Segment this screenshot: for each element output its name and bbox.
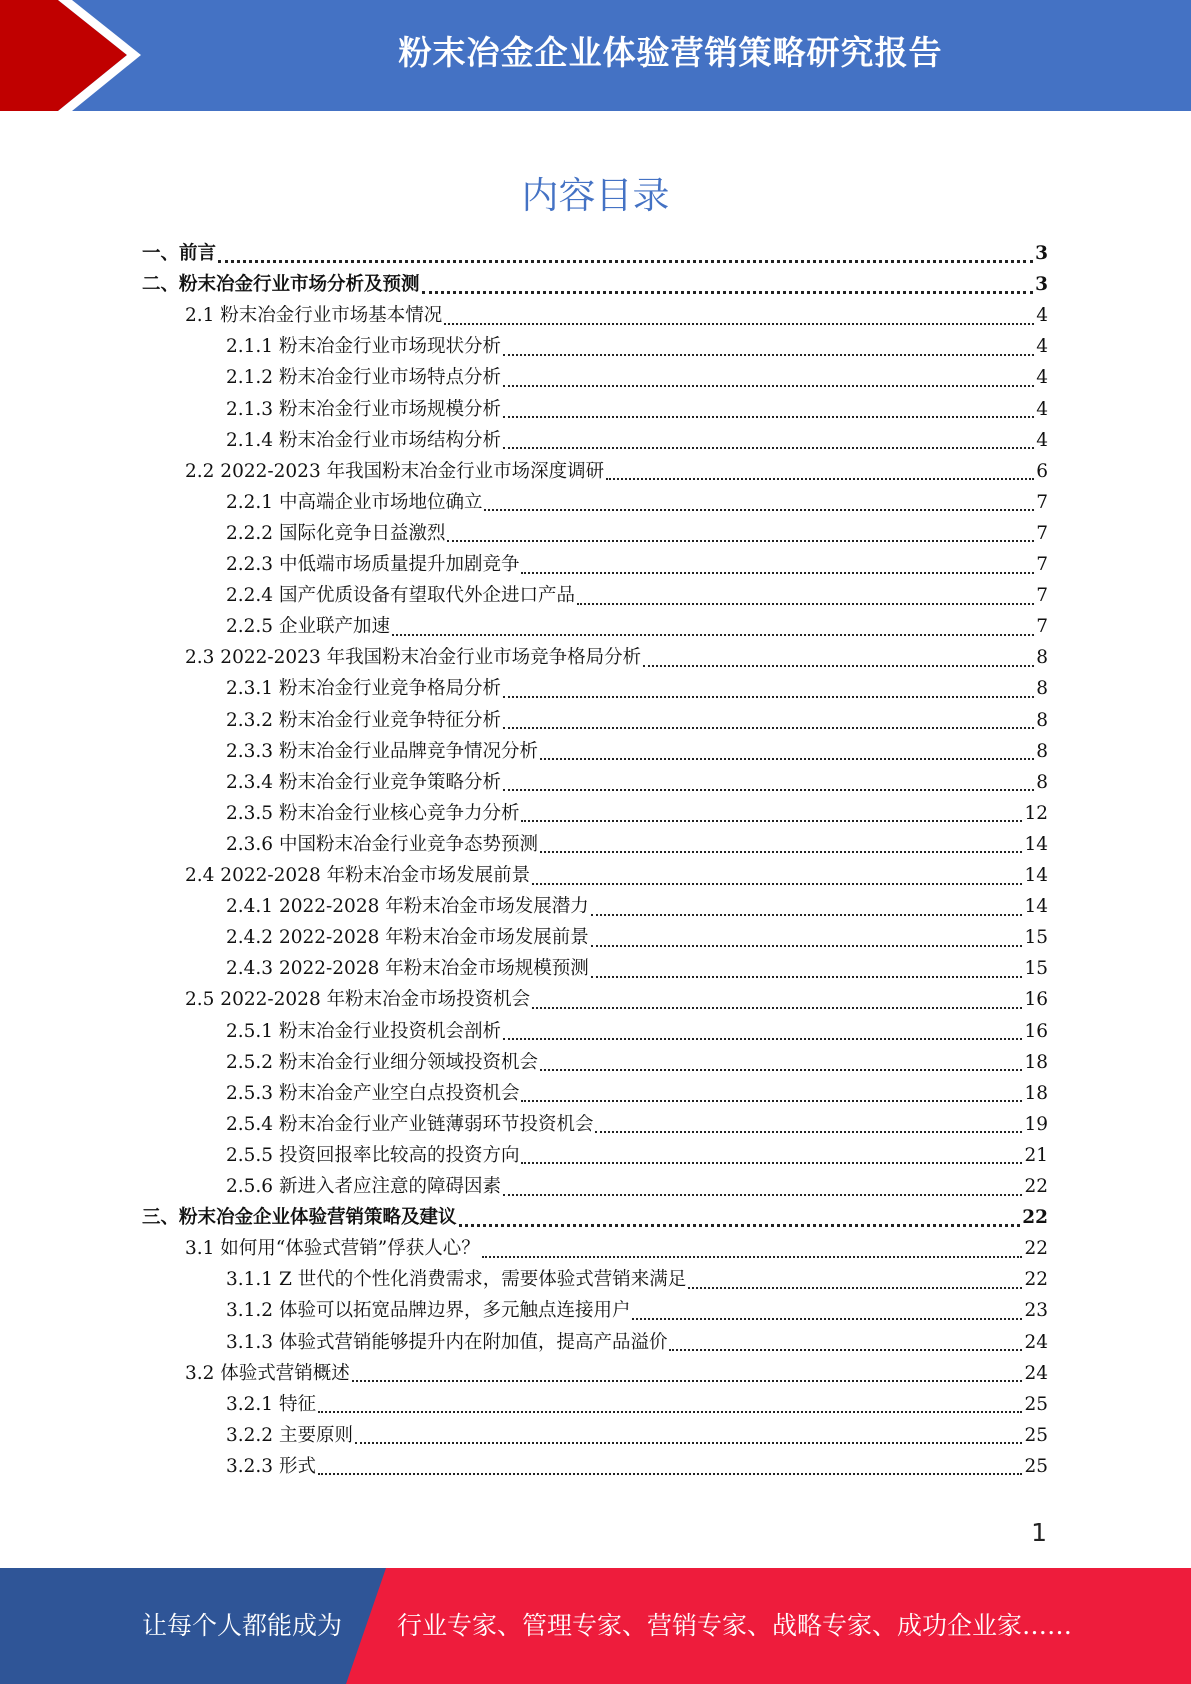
toc-dot-leader: [355, 1442, 1023, 1444]
toc-entry[interactable]: [226, 891, 1048, 922]
toc-entry-label: 2.3 2022-2023 年我国粉末冶金行业市场竞争格局分析: [185, 647, 642, 669]
toc-dot-leader: [484, 509, 1034, 511]
toc-entry[interactable]: [226, 518, 1048, 549]
toc-entry-label: 2.4 2022-2028 年粉末冶金市场发展前景: [185, 865, 531, 886]
toc-dot-leader: [521, 572, 1034, 574]
toc-entry-label: 2.1.2 粉末冶金行业市场特点分析: [226, 367, 501, 389]
toc-entry-page: 25: [1024, 1393, 1048, 1415]
toc-entry-page: 7: [1036, 522, 1048, 544]
toc-dot-leader: [591, 945, 1023, 947]
toc-entry[interactable]: [226, 331, 1048, 362]
toc-entry-page: 7: [1036, 554, 1048, 575]
toc-dot-leader: [318, 1473, 1023, 1475]
toc-dot-leader: [392, 634, 1034, 636]
toc-dot-leader: [503, 1038, 1022, 1040]
toc-entry-page: 18: [1024, 1082, 1048, 1104]
toc-entry-page: 15: [1024, 927, 1048, 949]
page-header: [0, 0, 1191, 111]
toc-dot-leader: [643, 665, 1034, 667]
toc-dot-leader: [595, 1131, 1022, 1133]
toc-dot-leader: [577, 603, 1034, 605]
toc-dot-leader: [540, 758, 1034, 760]
toc-entry-label: 2.4.2 2022-2028 年粉末冶金市场发展前景: [226, 927, 589, 949]
toc-entry-page: 3: [1035, 274, 1048, 296]
toc-entry-page: 25: [1024, 1424, 1048, 1446]
toc-entry-page: 16: [1024, 989, 1048, 1011]
toc-dot-leader: [606, 478, 1034, 480]
toc-dot-leader: [503, 789, 1034, 791]
toc-entry[interactable]: [185, 642, 1048, 673]
toc-dot-leader: [632, 1318, 1022, 1320]
toc-entry-label: 2.2.1 中高端企业市场地位确立: [226, 491, 483, 513]
toc-entry[interactable]: [226, 1140, 1048, 1171]
toc-dot-leader: [669, 1349, 1022, 1351]
toc-entry-page: 14: [1024, 865, 1048, 886]
toc-entry[interactable]: [226, 394, 1048, 425]
toc-entry-label: 2.3.2 粉末冶金行业竞争特征分析: [226, 709, 501, 731]
toc-entry[interactable]: [226, 829, 1048, 860]
toc-dot-leader: [422, 291, 1034, 294]
toc-dot-leader: [521, 1100, 1022, 1102]
toc-entry[interactable]: [226, 705, 1048, 736]
toc-dot-leader: [318, 1411, 1023, 1413]
toc-entry[interactable]: [226, 922, 1048, 953]
toc-entry-page: 4: [1036, 336, 1048, 358]
toc-entry-page: 7: [1036, 491, 1048, 513]
toc-entry[interactable]: [226, 1451, 1048, 1482]
toc-entry-label: 2.1.3 粉末冶金行业市场规模分析: [226, 398, 501, 420]
toc-entry[interactable]: [226, 673, 1048, 704]
toc-entry-page: 8: [1036, 647, 1048, 669]
toc-dot-leader: [532, 883, 1022, 885]
toc-entry[interactable]: [226, 1078, 1048, 1109]
toc-entry[interactable]: [185, 300, 1048, 331]
toc-entry-label: 3.1.2 体验可以拓宽品牌边界，多元触点连接用户: [226, 1300, 631, 1322]
toc-entry-page: 19: [1024, 1113, 1048, 1135]
toc-entry-label: 2.2 2022-2023 年我国粉末冶金行业市场深度调研: [185, 460, 605, 482]
toc-entry-page: 22: [1024, 1238, 1048, 1260]
toc-entry-label: 3.2.1 特征: [226, 1393, 316, 1415]
toc-dot-leader: [591, 976, 1023, 978]
toc-entry[interactable]: [226, 1420, 1048, 1451]
toc-entry-page: 4: [1036, 429, 1048, 451]
toc-entry[interactable]: [142, 1202, 1048, 1233]
toc-dot-leader: [540, 851, 1022, 853]
toc-entry-label: 2.3.6 中国粉末冶金行业竞争态势预测: [226, 833, 538, 855]
toc-entry[interactable]: [185, 456, 1048, 487]
toc-entry-page: 6: [1036, 460, 1048, 482]
toc-entry-page: 8: [1036, 709, 1048, 731]
toc-dot-leader: [459, 1224, 1021, 1227]
toc-entry[interactable]: [142, 269, 1048, 300]
toc-entry-label: 2.1.4 粉末冶金行业市场结构分析: [226, 429, 501, 451]
toc-entry-page: 22: [1022, 1207, 1048, 1229]
toc-entry[interactable]: [226, 1295, 1048, 1326]
toc-entry-page: 4: [1036, 398, 1048, 420]
toc-entry-page: 23: [1024, 1300, 1048, 1322]
footer-roles: 行业专家、管理专家、营销专家、战略专家、成功企业家……: [397, 1611, 1073, 1640]
page-number: 1: [1031, 1518, 1047, 1547]
toc-entry-page: 8: [1036, 771, 1048, 793]
toc-entry-label: 二、粉末冶金行业市场分析及预测: [142, 274, 420, 296]
toc-entry[interactable]: [185, 984, 1048, 1015]
toc-entry-label: 2.5.3 粉末冶金产业空白点投资机会: [226, 1082, 520, 1104]
toc-entry-page: 14: [1024, 833, 1048, 855]
toc-entry[interactable]: [226, 487, 1048, 518]
toc-dot-leader: [503, 416, 1034, 418]
toc-entry[interactable]: [226, 425, 1048, 456]
toc-entry-label: 2.5.5 投资回报率比较高的投资方向: [226, 1144, 520, 1166]
toc-dot-leader: [503, 354, 1034, 356]
toc-entry[interactable]: [226, 549, 1048, 580]
toc-entry[interactable]: [226, 953, 1048, 984]
toc-entry[interactable]: [226, 611, 1048, 642]
toc-entry-page: 8: [1036, 740, 1048, 762]
header-chevron-icon: [0, 0, 160, 111]
toc-entry-label: 一、前言: [142, 243, 217, 264]
toc-entry-page: 7: [1036, 616, 1048, 638]
toc-dot-leader: [447, 540, 1034, 542]
toc-entry-page: 16: [1024, 1020, 1048, 1042]
toc-heading: 内容目录: [521, 174, 670, 217]
toc-entry-label: 2.5.1 粉末冶金行业投资机会剖析: [226, 1020, 501, 1042]
toc-entry-label: 2.3.3 粉末冶金行业品牌竞争情况分析: [226, 740, 538, 762]
toc-entry[interactable]: [226, 580, 1048, 611]
toc-dot-leader: [482, 1256, 1023, 1258]
toc-entry[interactable]: [185, 1358, 1048, 1389]
toc-dot-leader: [218, 260, 1033, 263]
toc-entry[interactable]: [226, 1264, 1048, 1295]
toc-entry[interactable]: [226, 1389, 1048, 1420]
toc-entry-page: 21: [1024, 1144, 1048, 1166]
toc-entry-label: 3.1 如何用“体验式营销”俘获人心？: [185, 1238, 480, 1260]
toc-entry-page: 22: [1024, 1269, 1048, 1291]
toc-entry-label: 2.2.3 中低端市场质量提升加剧竞争: [226, 554, 520, 575]
toc-entry[interactable]: [226, 1327, 1048, 1358]
toc-dot-leader: [688, 1287, 1022, 1289]
toc-entry[interactable]: [226, 362, 1048, 393]
toc-entry-page: 24: [1024, 1331, 1048, 1353]
toc-dot-leader: [503, 727, 1034, 729]
toc-entry[interactable]: [226, 736, 1048, 767]
toc-entry-label: 3.1.1 Z 世代的个性化消费需求，需要体验式营销来满足: [226, 1269, 687, 1291]
toc-dot-leader: [503, 696, 1034, 698]
toc-entry-label: 2.5 2022-2028 年粉末冶金市场投资机会: [185, 989, 531, 1011]
toc-entry-page: 4: [1036, 367, 1048, 389]
toc-dot-leader: [532, 1007, 1022, 1009]
footer-slogan: 让每个人都能成为: [142, 1611, 343, 1640]
toc-entry-label: 3.2 体验式营销概述: [185, 1362, 350, 1384]
toc-entry-page: 4: [1036, 305, 1048, 327]
toc-entry-page: 12: [1024, 802, 1048, 824]
toc-entry[interactable]: [226, 1109, 1048, 1140]
toc-entry[interactable]: [226, 1047, 1048, 1078]
toc-entry-label: 3.2.2 主要原则: [226, 1424, 353, 1446]
toc-entry[interactable]: [142, 238, 1048, 269]
toc-entry-label: 2.2.5 企业联产加速: [226, 616, 390, 638]
toc-entry[interactable]: [226, 767, 1048, 798]
report-title: 粉末冶金企业体验营销策略研究报告: [398, 33, 943, 72]
toc-entry-label: 3.2.3 形式: [226, 1455, 316, 1477]
page-footer: [0, 1568, 1191, 1684]
toc-entry-page: 24: [1024, 1362, 1048, 1384]
toc-entry-label: 2.5.4 粉末冶金行业产业链薄弱环节投资机会: [226, 1113, 594, 1135]
toc-entry-label: 2.2.4 国产优质设备有望取代外企进口产品: [226, 585, 575, 607]
toc-entry-label: 2.3.1 粉末冶金行业竞争格局分析: [226, 678, 501, 700]
toc-entry-page: 14: [1024, 896, 1048, 918]
toc-entry-page: 22: [1024, 1176, 1048, 1197]
toc-dot-leader: [503, 385, 1034, 387]
toc-dot-leader: [503, 1194, 1022, 1196]
toc-entry-label: 2.1.1 粉末冶金行业市场现状分析: [226, 336, 501, 358]
toc-entry-label: 2.4.1 2022-2028 年粉末冶金市场发展潜力: [226, 896, 589, 918]
toc-entry[interactable]: [185, 860, 1048, 891]
toc-dot-leader: [444, 323, 1034, 325]
toc-entry-page: 8: [1036, 678, 1048, 700]
toc-entry-page: 25: [1024, 1455, 1048, 1477]
toc-dot-leader: [352, 1380, 1023, 1382]
toc-entry[interactable]: [226, 798, 1048, 829]
toc-entry-page: 7: [1036, 585, 1048, 607]
toc-entry[interactable]: [226, 1016, 1048, 1047]
toc-entry-label: 2.2.2 国际化竞争日益激烈: [226, 522, 446, 544]
toc-entry-label: 3.1.3 体验式营销能够提升内在附加值，提高产品溢价: [226, 1331, 668, 1353]
toc-dot-leader: [521, 1162, 1022, 1164]
toc-entry-label: 2.5.6 新进入者应注意的障碍因素: [226, 1176, 501, 1197]
toc-entry-label: 2.3.5 粉末冶金行业核心竞争力分析: [226, 802, 520, 824]
toc-entry-label: 2.1 粉末冶金行业市场基本情况: [185, 305, 443, 327]
toc-entry-label: 2.5.2 粉末冶金行业细分领域投资机会: [226, 1051, 538, 1073]
toc-entry[interactable]: [185, 1233, 1048, 1264]
toc-dot-leader: [521, 820, 1022, 822]
toc-entry-label: 2.4.3 2022-2028 年粉末冶金市场规模预测: [226, 958, 589, 980]
toc-entry-page: 18: [1024, 1051, 1048, 1073]
toc-dot-leader: [503, 447, 1034, 449]
toc-entry-page: 3: [1035, 243, 1048, 264]
toc-entry[interactable]: [226, 1171, 1048, 1202]
toc-entry-label: 三、粉末冶金企业体验营销策略及建议: [142, 1207, 457, 1229]
toc-entry-page: 15: [1024, 958, 1048, 980]
toc-dot-leader: [591, 914, 1023, 916]
toc-entry-label: 2.3.4 粉末冶金行业竞争策略分析: [226, 771, 501, 793]
toc-dot-leader: [540, 1069, 1022, 1071]
